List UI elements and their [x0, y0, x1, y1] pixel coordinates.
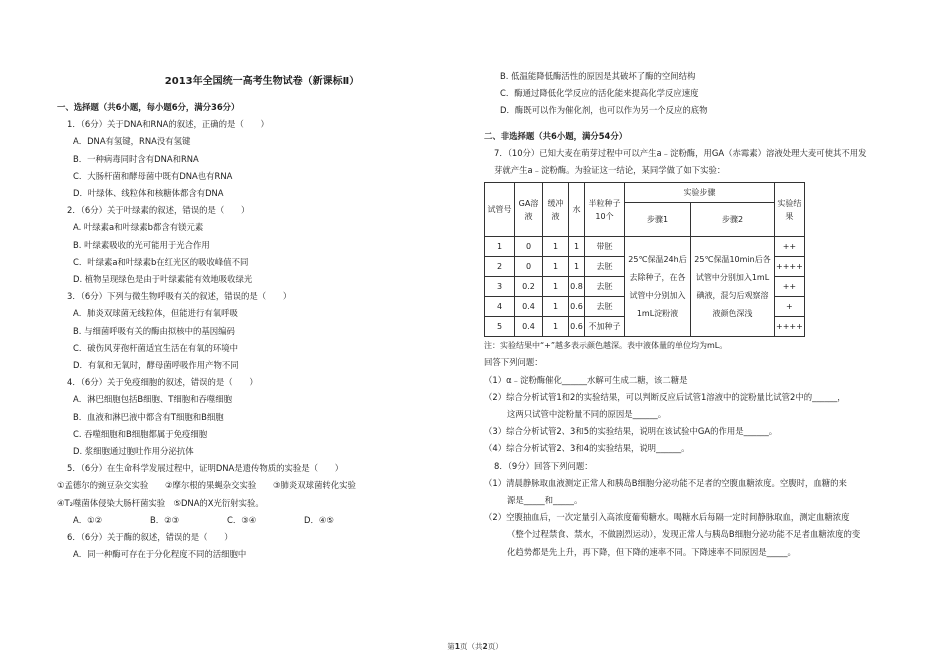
- q8-sub-2-line-1: （2）空腹抽血后，一次定量引入高浓度葡萄糖水。喝糖水后每隔一定时间静脉取血，测定血糖浓度: [484, 512, 850, 523]
- table-cell: 0.4: [515, 297, 543, 317]
- question-1: [57, 116, 467, 202]
- table-cell: 4: [485, 297, 515, 317]
- q8-sub-1-line-1: （1）清晨静脉取血液测定正常人和胰岛B细胞分泌功能不足者的空腹血糖浓度。空腹时，血糖的来: [484, 477, 847, 488]
- table-cell: 0.6: [569, 317, 585, 337]
- section-1-heading: 一、选择题（共6小题，每小题6分，满分36分）: [57, 102, 240, 112]
- step-1-cell: 25℃保温24h后去除种子，在各试管中分别加入1mL淀粉液: [625, 237, 691, 337]
- table-cell: ++++: [775, 257, 805, 277]
- q6-option-c: C．酶通过降低化学反应的活化能来提高化学反应速度: [500, 88, 699, 99]
- q1-option-c: C．大肠杆菌和酵母菌中既有DNA也有RNA: [73, 170, 233, 181]
- left-column: [57, 68, 467, 563]
- q7-sub-4: （4）综合分析试管2、3和4的实验结果，说明______。: [484, 443, 690, 454]
- question-3: [57, 288, 467, 374]
- table-cell: 1: [543, 257, 569, 277]
- header-seed: 半粒种子10个: [585, 183, 625, 237]
- header-water: 水: [569, 183, 585, 237]
- q8-sub-2-line-2: （整个过程禁食、禁水，不做剧烈运动），发现正常人与胰岛B细胞分泌功能不足者血糖浓度的变: [507, 529, 861, 540]
- q5-option-b: B．②③: [150, 514, 180, 525]
- q1-option-b: B．一种病毒同时含有DNA和RNA: [73, 153, 199, 164]
- footer-suffix: 页）: [487, 642, 503, 651]
- table-cell: 不加种子: [585, 317, 625, 337]
- footer-prefix: 第: [447, 642, 455, 651]
- table-cell: 0: [515, 237, 543, 257]
- table-cell: 1: [485, 237, 515, 257]
- header-buffer: 缓冲液: [543, 183, 569, 237]
- footer-middle: 页（共: [460, 642, 483, 651]
- table-cell: 0: [515, 257, 543, 277]
- q3-option-a: A．肺炎双球菌无线粒体，但能进行有氧呼吸: [73, 308, 238, 319]
- table-cell: 1: [543, 297, 569, 317]
- q6-option-b: B. 低温能降低酶活性的原因是其破坏了酶的空间结构: [500, 71, 696, 81]
- q5-option-a: A．①②: [73, 514, 103, 525]
- section-2-heading: 二、非选择题（共6小题，满分54分）: [484, 130, 628, 141]
- paper-title: 2013年全国统一高考生物试卷（新课标Ⅱ）: [164, 76, 360, 87]
- header-result: 实验结果: [775, 183, 805, 237]
- table-cell: 5: [485, 317, 515, 337]
- q7-sub-3: （3）综合分析试管2、3和5的实验结果，说明在该试验中GA的作用是______。: [484, 426, 778, 437]
- table-cell: 带胚: [585, 237, 625, 257]
- q8-sub-2-line-3: 化趋势都是先上升，再下降，但下降的速率不同。下降速率不同原因是_____。: [507, 546, 796, 557]
- right-column: [484, 68, 894, 561]
- q8-sub-1-line-2: 源是_____和_____。: [507, 495, 583, 506]
- table-cell: ++: [775, 277, 805, 297]
- footer-page-number: 1: [454, 642, 460, 651]
- q6-option-d: D．酶既可以作为催化剂，也可以作为另一个反应的底物: [500, 105, 708, 116]
- step-2-cell: 25℃保温10min后各试管中分别加入1mL碘液，混匀后观察溶液颜色深浅: [691, 237, 775, 337]
- table-cell: 0.6: [569, 297, 585, 317]
- q4-stem: 4．（6分）关于免疫细胞的叙述，错误的是（ ）: [67, 377, 258, 388]
- table-cell: 1: [543, 237, 569, 257]
- q1-option-d: D．叶绿体、线粒体和核糖体都含有DNA: [73, 188, 224, 199]
- q2-option-c: C．叶绿素a和叶绿素b在红光区的吸收峰值不同: [73, 256, 249, 267]
- table-cell: +: [775, 297, 805, 317]
- question-8: [484, 458, 894, 561]
- q7-sub-2-line-2: 这两只试管中淀粉量不同的原因是______。: [507, 409, 667, 420]
- question-2: [57, 202, 467, 288]
- q2-option-d: D. 植物呈现绿色是由于叶绿素能有效地吸收绿光: [73, 274, 253, 285]
- table-cell: 1: [569, 257, 585, 277]
- q5-option-c: C．③④: [227, 514, 257, 525]
- q8-stem: 8．（9分）回答下列问题：: [494, 460, 593, 471]
- table-cell: ++: [775, 237, 805, 257]
- q5-stem: 5．（6分）在生命科学发展过程中，证明DNA是遗传物质的实验是（ ）: [67, 463, 344, 474]
- q1-option-a: A．DNA有氢键，RNA没有氢键: [73, 136, 191, 147]
- q3-option-b: B. 与细菌呼吸有关的酶由拟核中的基因编码: [73, 325, 235, 336]
- table-cell: 去胚: [585, 277, 625, 297]
- q4-option-c: C. 吞噬细胞和B细胞都属于免疫细胞: [73, 428, 208, 439]
- table-cell: 0.2: [515, 277, 543, 297]
- table-cell: 去胚: [585, 257, 625, 277]
- table-cell: 1: [543, 317, 569, 337]
- table-cell: 3: [485, 277, 515, 297]
- q4-option-a: A．淋巴细胞包括B细胞、T细胞和吞噬细胞: [73, 394, 232, 405]
- q2-option-a: A. 叶绿素a和叶绿素b都含有镁元素: [73, 222, 204, 233]
- q7-stem-line-2: 芽就产生a﹣淀粉酶。为验证这一结论，某同学做了如下实验：: [494, 165, 726, 176]
- table-cell: 1: [569, 237, 585, 257]
- q1-stem: 1．（6分）关于DNA和RNA的叙述，正确的是（ ）: [67, 119, 269, 130]
- answer-intro: 回答下列问题：: [484, 357, 543, 368]
- header-tube: 试管号: [485, 183, 515, 237]
- q5-items-line-1: ①孟德尔的豌豆杂交实验 ②摩尔根的果蝇杂交实验 ③肺炎双球菌转化实验: [57, 480, 356, 491]
- question-6-part-1: [57, 529, 467, 563]
- table-cell: 1: [543, 277, 569, 297]
- page-footer: [0, 641, 950, 652]
- table-cell: 2: [485, 257, 515, 277]
- table-note: 注：实验结果中“+”越多表示颜色越深。表中液体量的单位均为mL。: [484, 341, 728, 351]
- header-step-2: 步骤2: [691, 203, 775, 237]
- table-cell: 去胚: [585, 297, 625, 317]
- q2-stem: 2．（6分）关于叶绿素的叙述，错误的是（ ）: [67, 205, 250, 216]
- q5-options: [57, 512, 467, 529]
- question-7: [484, 145, 894, 458]
- q3-stem: 3．（6分）下列与微生物呼吸有关的叙述，错误的是（ ）: [67, 291, 292, 302]
- q4-option-b: B．血液和淋巴液中都含有T细胞和B细胞: [73, 411, 224, 422]
- q3-option-d: D．有氧和无氧时，酵母菌呼吸作用产物不同: [73, 360, 239, 371]
- q6-stem: 6．（6分）关于酶的叙述，错误的是（ ）: [67, 532, 233, 543]
- q6-option-a: A．同一种酶可存在于分化程度不同的活细胞中: [73, 549, 247, 560]
- q7-stem-line-1: 7．（10分）已知大麦在萌芽过程中可以产生a﹣淀粉酶，用GA（赤霉素）溶液处理大麦可使其不用发: [494, 147, 867, 158]
- q7-sub-2-line-1: （2）综合分析试管1和2的实验结果，可以判断反应后试管1溶液中的淀粉量比试管2中的______，: [484, 391, 846, 402]
- header-steps: 实验步骤: [625, 183, 775, 203]
- experiment-table: [484, 182, 805, 337]
- question-4: [57, 374, 467, 460]
- q5-items-line-2: ④T₂噬菌体侵染大肠杆菌实验 ⑤DNA的X光衍射实验。: [57, 497, 264, 508]
- table-cell: ++++: [775, 317, 805, 337]
- q7-sub-1: （1）α﹣淀粉酶催化______水解可生成二糖，该二糖是: [484, 374, 688, 385]
- header-ga: GA溶液: [515, 183, 543, 237]
- question-5: [57, 460, 467, 529]
- q5-option-d: D．④⑤: [304, 514, 334, 525]
- table-cell: 0.4: [515, 317, 543, 337]
- footer-total-pages: 2: [482, 642, 488, 651]
- q2-option-b: B. 叶绿素吸收的光可能用于光合作用: [73, 239, 210, 250]
- header-step-1: 步骤1: [625, 203, 691, 237]
- q4-option-d: D. 浆细胞通过胞吐作用分泌抗体: [73, 446, 194, 457]
- table-cell: 0.8: [569, 277, 585, 297]
- q3-option-c: C．破伤风芽孢杆菌适宜生活在有氧的环境中: [73, 342, 238, 353]
